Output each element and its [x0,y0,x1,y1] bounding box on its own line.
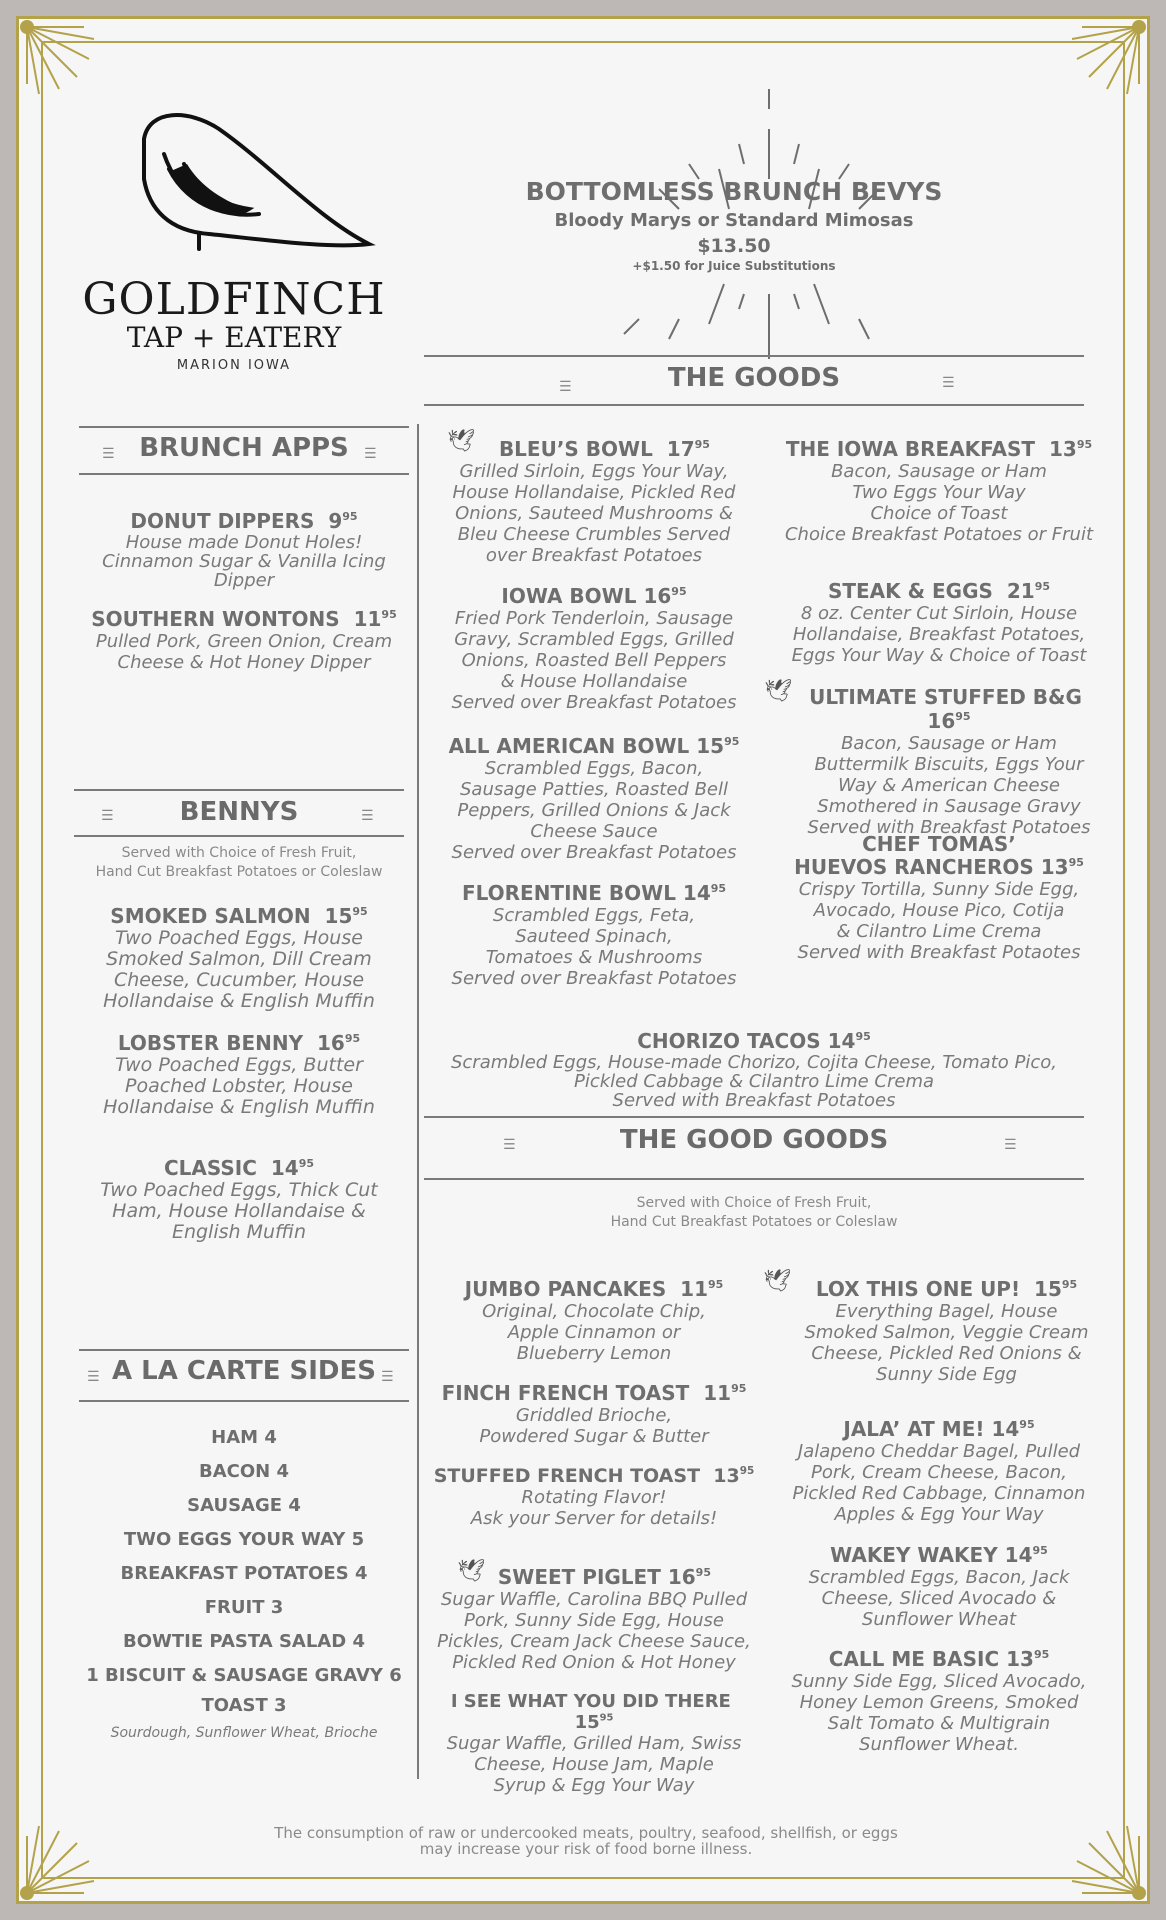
menu-item [74,1156,404,1243]
divider [424,404,1084,406]
item-desc: Sunny Side Egg, Sliced Avocado, Honey Lemon Greens, Smoked Salt Tomato & Multigrain Sunflower Wheat. [791,1671,1087,1755]
item-title: STUFFED FRENCH TOAST $13^{95}$ [433,1465,755,1487]
section-title-sides: A LA CARTE SIDES [112,1356,376,1386]
menu-item [774,579,1104,666]
item-desc: Two Poached Eggs, Butter Poached Lobster, House Hollandaise & English Muffin [103,1054,375,1118]
column-divider [417,424,419,1779]
item-desc: Bacon, Sausage or Ham Two Eggs Your Way Choice of Toast Choice Breakfast Potatoes or Fruit [784,461,1094,545]
promo-price: $13.50 [697,235,771,257]
corner-sunburst-icon [19,19,109,109]
speed-lines-icon: ☰ [381,1369,394,1385]
section-title-goods: THE GOODS [667,363,841,393]
item-title: STEAK & EGGS $21^{95}$ [827,579,1051,603]
item-title: FLORENTINE BOWL $14^{95}$ [461,881,727,905]
section-title-bennys: BENNYS [179,797,299,827]
item-desc: House made Donut Holes! Cinnamon Sugar & Vanilla Icing Dipper [102,532,386,591]
menu-item [429,734,759,863]
divider [79,426,409,428]
speed-lines-icon: ☰ [361,808,374,824]
menu-item [774,1647,1104,1755]
item-desc: Original, Chocolate Chip, Apple Cinnamon or Blueberry Lemon [482,1301,706,1364]
brand-location: MARION IOWA [176,358,292,373]
menu-item [424,1029,1084,1110]
bird-icon: 🕊 [457,1559,485,1584]
section-title-good-goods: THE GOOD GOODS [619,1125,889,1155]
corner-sunburst-icon [19,1811,109,1901]
menu-item [774,833,1104,963]
divider [79,1400,409,1402]
item-desc: Pulled Pork, Green Onion, Cream Cheese & Hot Honey Dipper [95,631,393,673]
item-desc: Scrambled Eggs, House-made Chorizo, Cojita Cheese, Tomato Pico, Pickled Cabbage & Cilantro Lime Crema Served with Breakfast Potatoes [450,1052,1057,1111]
item-desc: Scrambled Eggs, Bacon, Sausage Patties, Roasted Bell Peppers, Grilled Onions & Jack Cheese Sauce Served over Breakfast Potatoes [451,758,737,863]
item-desc: Two Poached Eggs, Thick Cut Ham, House Hollandaise & English Muffin [100,1179,378,1243]
side-item: BREAKFAST POTATOES 4 [120,1563,368,1584]
side-item: HAM 4 [211,1427,277,1448]
corner-sunburst-icon [1057,19,1147,109]
item-desc: Sugar Waffle, Grilled Ham, Swiss Cheese, House Jam, Maple Syrup & Egg Your Way [446,1733,742,1796]
bird-icon: 🕊 [763,1269,791,1294]
item-title: CLASSIC $14^{95}$ [163,1156,315,1180]
item-title: SOUTHERN WONTONS $11^{95}$ [91,607,397,631]
item-title: CHORIZO TACOS $14^{95}$ [637,1029,871,1053]
corner-sunburst-icon [1057,1811,1147,1901]
item-title: JUMBO PANCAKES $11^{95}$ [464,1277,724,1301]
menu-item [74,1031,404,1118]
speed-lines-icon: ☰ [942,375,955,391]
side-item: TWO EGGS YOUR WAY 5 [123,1529,365,1550]
speed-lines-icon: ☰ [87,1369,100,1385]
menu-item [429,1381,759,1447]
item-title: ULTIMATE STUFFED B&G $16^{95}$ [809,685,1082,733]
speed-lines-icon: ☰ [101,808,114,824]
item-desc: Jalapeno Cheddar Bagel, Pulled Pork, Cream Cheese, Bacon, Pickled Red Cabbage, Cinnamon Apples & Egg Your Way [792,1441,1086,1525]
section-title-apps: BRUNCH APPS [139,433,349,463]
side-item: BACON 4 [198,1461,290,1482]
divider [424,355,1084,357]
item-title: LOBSTER BENNY $16^{95}$ [117,1031,361,1055]
side-item: TOAST 3 [201,1695,287,1716]
divider [424,1178,1084,1180]
item-title: WAKEY WAKEY $14^{95}$ [830,1543,1048,1567]
item-title: BLEU’S BOWL $17^{95}$ [498,437,710,461]
item-title: CALL ME BASIC $13^{95}$ [828,1647,1050,1671]
side-item: BOWTIE PASTA SALAD 4 [123,1631,365,1652]
item-desc: 8 oz. Center Cut Sirloin, House Hollandaise, Breakfast Potatoes, Eggs Your Way & Choice of Toast [791,603,1087,666]
menu-item [429,1691,759,1796]
divider [79,1349,409,1351]
menu-item [79,509,409,590]
speed-lines-icon: ☰ [102,446,115,462]
speed-lines-icon: ☰ [503,1137,516,1153]
item-desc: Bacon, Sausage or Ham Buttermilk Biscuits, Eggs Your Way & American Cheese Smothered in Sausage Gravy Served with Breakfast Potatoes [807,733,1091,838]
promo-note: +$1.50 for Juice Substitutions [632,259,836,273]
divider [424,1116,1084,1118]
speed-lines-icon: ☰ [559,379,572,395]
toast-note: Sourdough, Sunflower Wheat, Brioche [110,1725,378,1741]
menu-item [429,881,759,989]
menu-item [789,685,1109,838]
side-item: FRUIT 3 [204,1597,284,1618]
item-title: THE IOWA BREAKFAST $13^{95}$ [785,437,1093,461]
bird-icon: 🕊 [447,429,475,454]
item-desc: Everything Bagel, House Smoked Salmon, Veggie Cream Cheese, Pickled Red Onions & Sunny Side Egg [804,1301,1089,1385]
promo-title: BOTTOMLESS BRUNCH BEVYS [525,177,943,206]
item-desc: Rotating Flavor! Ask your Server for details! [470,1487,718,1529]
item-desc: Sugar Waffle, Carolina BBQ Pulled Pork, Sunny Side Egg, House Pickles, Cream Jack Cheese Sauce, Pickled Red Onion & Hot Honey [437,1589,751,1673]
item-title: IOWA BOWL $16^{95}$ [501,584,687,608]
disclaimer: The consumption of raw or undercooked meats, poultry, seafood, shellfish, or eggs may increase your risk of food borne illness. [274,1824,898,1858]
menu-item [774,1543,1104,1630]
menu-item [429,1465,759,1529]
item-desc: Scrambled Eggs, Bacon, Jack Cheese, Sliced Avocado & Sunflower Wheat [808,1567,1070,1630]
item-title: JALA’ AT ME! $14^{95}$ [843,1417,1035,1441]
item-desc: Grilled Sirloin, Eggs Your Way, House Hollandaise, Pickled Red Onions, Sauteed Mushrooms & Bleu Cheese Crumbles Served over Breakfast Potatoes [452,461,736,566]
menu-item [784,1277,1109,1385]
menu-item [429,584,759,713]
menu-item [429,1565,759,1673]
goldfinch-logo-icon [109,109,409,299]
divider [79,473,409,475]
brand-sub: TAP + EATERY [126,321,342,354]
brand-name: GOLDFINCH [82,274,386,325]
item-title: SWEET PIGLET $16^{95}$ [497,1565,711,1589]
bird-icon: 🕊 [764,679,792,704]
item-desc: Griddled Brioche, Powdered Sugar & Butter [479,1405,709,1447]
item-title: CHEF TOMAS’ HUEVOS RANCHEROS $13^{95}$ [794,832,1084,879]
item-desc: Crispy Tortilla, Sunny Side Egg, Avocado, House Pico, Cotija & Cilantro Lime Crema Served with Breakfast Potaotes [797,879,1081,963]
menu-item [429,437,759,566]
speed-lines-icon: ☰ [364,446,377,462]
item-title: ALL AMERICAN BOWL $15^{95}$ [448,734,740,758]
divider [74,789,404,791]
speed-lines-icon: ☰ [1004,1137,1017,1153]
item-title: I SEE WHAT YOU DID THERE $15^{95}$ [450,1691,731,1733]
item-desc: Two Poached Eggs, House Smoked Salmon, Dill Cream Cheese, Cucumber, House Hollandaise & English Muffin [103,927,375,1012]
side-item: SAUSAGE 4 [187,1495,301,1516]
served-note: Served with Choice of Fresh Fruit, Hand Cut Breakfast Potatoes or Coleslaw [95,845,383,880]
item-desc: Scrambled Eggs, Feta, Sauteed Spinach, Tomatoes & Mushrooms Served over Breakfast Potatoes [451,905,737,989]
menu-page [16,16,1150,1904]
menu-item [774,1417,1104,1525]
item-title: LOX THIS ONE UP! $15^{95}$ [815,1277,1078,1301]
side-item: 1 BISCUIT & SAUSAGE GRAVY 6 [86,1665,402,1686]
menu-item [774,437,1104,545]
menu-item [79,607,409,673]
item-title: FINCH FRENCH TOAST $11^{95}$ [441,1381,747,1405]
menu-item [429,1277,759,1364]
divider [74,835,404,837]
item-desc: Fried Pork Tenderloin, Sausage Gravy, Scrambled Eggs, Grilled Onions, Roasted Bell Peppers & House Hollandaise Served over Breakfast Potatoes [451,608,737,713]
menu-item [74,904,404,1012]
served-note: Served with Choice of Fresh Fruit, Hand Cut Breakfast Potatoes or Coleslaw [610,1195,898,1230]
promo-subtitle: Bloody Marys or Standard Mimosas [554,210,914,231]
item-title: SMOKED SALMON $15^{95}$ [110,904,368,928]
item-title: DONUT DIPPERS $9^{95}$ [130,509,358,533]
